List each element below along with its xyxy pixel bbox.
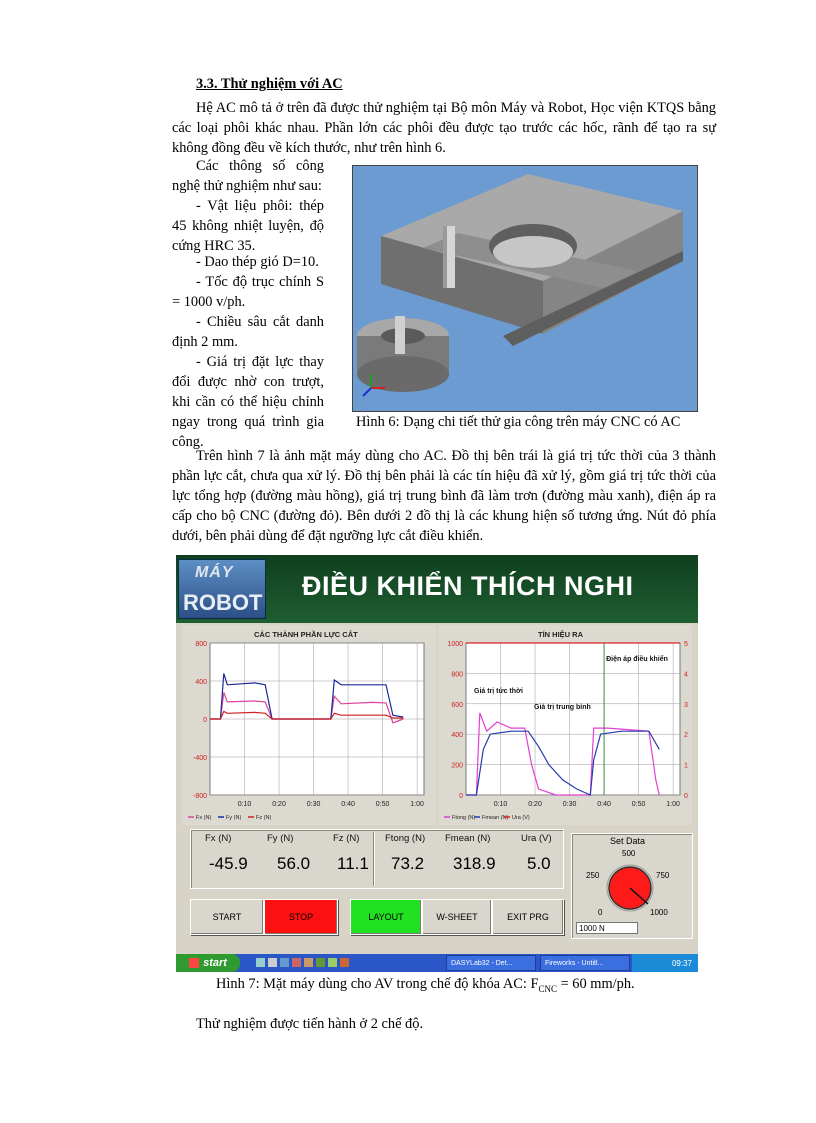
app-title: ĐIỀU KHIỂN THÍCH NGHI xyxy=(302,571,634,601)
readout-value-fz: 11.1 xyxy=(337,854,369,873)
y-tick-label: 800 xyxy=(451,671,463,679)
param-item: - Chiều sâu cắt danh định 2 mm. xyxy=(172,314,324,350)
quicklaunch-icon[interactable] xyxy=(328,958,337,967)
quicklaunch-icon[interactable] xyxy=(292,958,301,967)
start-button[interactable]: START xyxy=(190,899,264,935)
dial-tick: 250 xyxy=(586,871,600,880)
legend-label: Ftong (N) xyxy=(452,815,476,821)
x-tick-label: 0:30 xyxy=(306,801,321,808)
readout-label-fmean: Fmean (N) xyxy=(445,833,491,844)
x-tick-label: 1:00 xyxy=(666,801,680,808)
readout-label-ura: Ura (V) xyxy=(521,833,552,844)
readout-panel xyxy=(190,829,564,889)
readout-label-fz: Fz (N) xyxy=(333,833,360,844)
readout-value-fx: -45.9 xyxy=(209,854,248,873)
quicklaunch-icon[interactable] xyxy=(280,958,289,967)
set-data-title: Set Data xyxy=(610,836,646,846)
y-tick-label: 600 xyxy=(451,701,463,709)
readout-value-ura: 5.0 xyxy=(527,854,551,873)
y2-tick-label: 2 xyxy=(684,732,688,740)
quicklaunch-icon[interactable] xyxy=(256,958,265,967)
taskbar-item-fireworks[interactable]: Fireworks - Untitl... xyxy=(540,955,630,971)
readout-value-fy: 56.0 xyxy=(277,854,311,873)
x-tick-label: 0:50 xyxy=(631,801,646,808)
left-chart xyxy=(182,625,436,825)
taskbar xyxy=(176,954,698,972)
param-item: - Dao thép gió D=10. xyxy=(196,254,319,270)
figure-6-caption: Hình 6: Dạng chi tiết thử gia công trên máy CNC có AC xyxy=(356,414,681,430)
quicklaunch-icon[interactable] xyxy=(268,958,277,967)
y2-tick-label: 4 xyxy=(684,671,688,679)
legend-label: Fx (N) xyxy=(196,815,212,821)
y-tick-label: 0 xyxy=(459,793,463,800)
readout-label-ftong: Ftong (N) xyxy=(385,833,426,844)
figure-7-screenshot xyxy=(176,555,698,972)
x-tick-label: 0:20 xyxy=(528,801,542,808)
y-tick-label: 1000 xyxy=(447,641,463,648)
system-tray xyxy=(632,954,698,972)
x-tick-label: 1:00 xyxy=(410,801,424,808)
y-tick-label: 400 xyxy=(451,732,463,740)
dial-tick: 1000 xyxy=(650,908,668,917)
param-item: - Giá trị đặt lực thay đổi được nhờ con trượt, khi cần có thể hiệu chỉnh ngay trong quá trình gia công. xyxy=(172,354,324,450)
x-tick-label: 0:50 xyxy=(375,801,390,808)
legend-label: Fmean (N) xyxy=(482,815,509,821)
y2-tick-label: 1 xyxy=(684,762,688,770)
right-chart-title: TÍN HIỆU RA xyxy=(538,630,583,639)
right-chart xyxy=(438,625,692,825)
start-menu-button[interactable]: start xyxy=(176,954,240,972)
quicklaunch-icon[interactable] xyxy=(340,958,349,967)
w-sheet-button[interactable]: W-SHEET xyxy=(422,899,492,935)
param-item: - Tốc độ trục chính S = 1000 v/ph. xyxy=(172,274,324,310)
x-tick-label: 0:10 xyxy=(493,801,508,808)
exit-prg-button[interactable]: EXIT PRG xyxy=(492,899,564,935)
paragraph-intro: Hệ AC mô tả ở trên đã được thử nghiệm tại Bộ môn Máy và Robot, Học viện KTQS bằng các loại phôi khác nhau. Phần lớn các phôi đều được tạo trước các hốc, rãnh để tạo ra sự không đồng đều về kích thước, như trên hình 6. xyxy=(172,100,716,156)
y2-tick-label: 5 xyxy=(684,641,688,648)
annotation-mean: Giá trị trung bình xyxy=(534,704,591,711)
legend-label: Fz (N) xyxy=(256,815,272,821)
set-data-panel xyxy=(571,833,693,939)
dial-tick: 500 xyxy=(622,849,636,858)
params-intro: Các thông số công nghệ thử nghiệm như sau: xyxy=(172,158,324,194)
legend-label: Ura (V) xyxy=(512,815,530,821)
y-tick-label: 0 xyxy=(203,717,207,724)
param-item: - Vật liệu phôi: thép 45 không nhiệt luyện, độ cứng HRC 35. xyxy=(172,198,324,254)
y2-tick-label: 0 xyxy=(684,793,688,800)
x-tick-label: 0:20 xyxy=(272,801,286,808)
right-chart-panel xyxy=(438,625,692,825)
y2-tick-label: 3 xyxy=(684,701,688,709)
closing-paragraph: Thử nghiệm được tiến hành ở 2 chế độ. xyxy=(196,1016,424,1032)
figure-7-caption: Hình 7: Mặt máy dùng cho AV trong chế độ khóa AC: $F_{CNC} = 60$ mm/ph. xyxy=(216,976,635,994)
paragraph-figure7: Trên hình 7 là ảnh mặt máy dùng cho AC. Đồ thị bên trái là giá trị tức thời của 3 thành phần lực cắt, chưa qua xử lý. Đồ thị bên phải là các tín hiệu đã xử lý, gồm giá trị tức thời của lực tổng hợp (đường màu hồng), giá trị trung bình đã làm trơn (đường màu xanh), điện áp ra cấp cho bộ CNC (đường đỏ). Bên dưới 2 đồ thị là các khung hiện số tương ứng. Nút đỏ phía dưới, bên phải dùng để đặt ngưỡng lực cắt điều khiển. xyxy=(172,448,716,544)
clock: 09:37 xyxy=(671,958,692,968)
plot-area xyxy=(466,643,680,795)
quicklaunch-icon[interactable] xyxy=(316,958,325,967)
legend-label: Fy (N) xyxy=(226,815,242,821)
x-tick-label: 0:10 xyxy=(237,801,252,808)
set-data-value[interactable]: 1000 N xyxy=(576,922,638,934)
dial-tick: 0 xyxy=(598,908,603,917)
app-header xyxy=(176,555,698,623)
y-tick-label: -800 xyxy=(192,793,207,800)
y-tick-label: 800 xyxy=(195,641,207,648)
section-heading: 3.3. Thử nghiệm với AC xyxy=(196,76,343,92)
quicklaunch-icon[interactable] xyxy=(304,958,313,967)
x-tick-label: 0:30 xyxy=(562,801,577,808)
readout-label-fy: Fy (N) xyxy=(267,833,294,844)
left-chart-panel xyxy=(182,625,436,825)
y-tick-label: 400 xyxy=(195,679,207,686)
x-tick-label: 0:40 xyxy=(597,801,611,808)
annotation-instant: Giá trị tức thời xyxy=(474,688,523,695)
stop-button[interactable]: STOP xyxy=(264,899,338,935)
y-tick-label: 200 xyxy=(451,762,463,770)
readout-label-fx: Fx (N) xyxy=(205,833,232,844)
left-chart-title: CÁC THÀNH PHẦN LỰC CẮT xyxy=(254,630,358,639)
dial-tick: 750 xyxy=(656,871,670,880)
robot-logo: MÁY ROBOT xyxy=(178,559,266,619)
readout-value-fmean: 318.9 xyxy=(453,854,496,873)
y-tick-label: -400 xyxy=(192,755,207,762)
annotation-voltage: Điện áp điều khiển xyxy=(606,656,668,663)
figure-6-cad-render xyxy=(352,165,698,412)
x-tick-label: 0:40 xyxy=(341,801,355,808)
layout-button[interactable]: LAYOUT xyxy=(350,899,422,935)
readout-value-ftong: 73.2 xyxy=(391,854,425,873)
taskbar-item-dasylab[interactable]: DASYLab32 - Det... xyxy=(446,955,536,971)
